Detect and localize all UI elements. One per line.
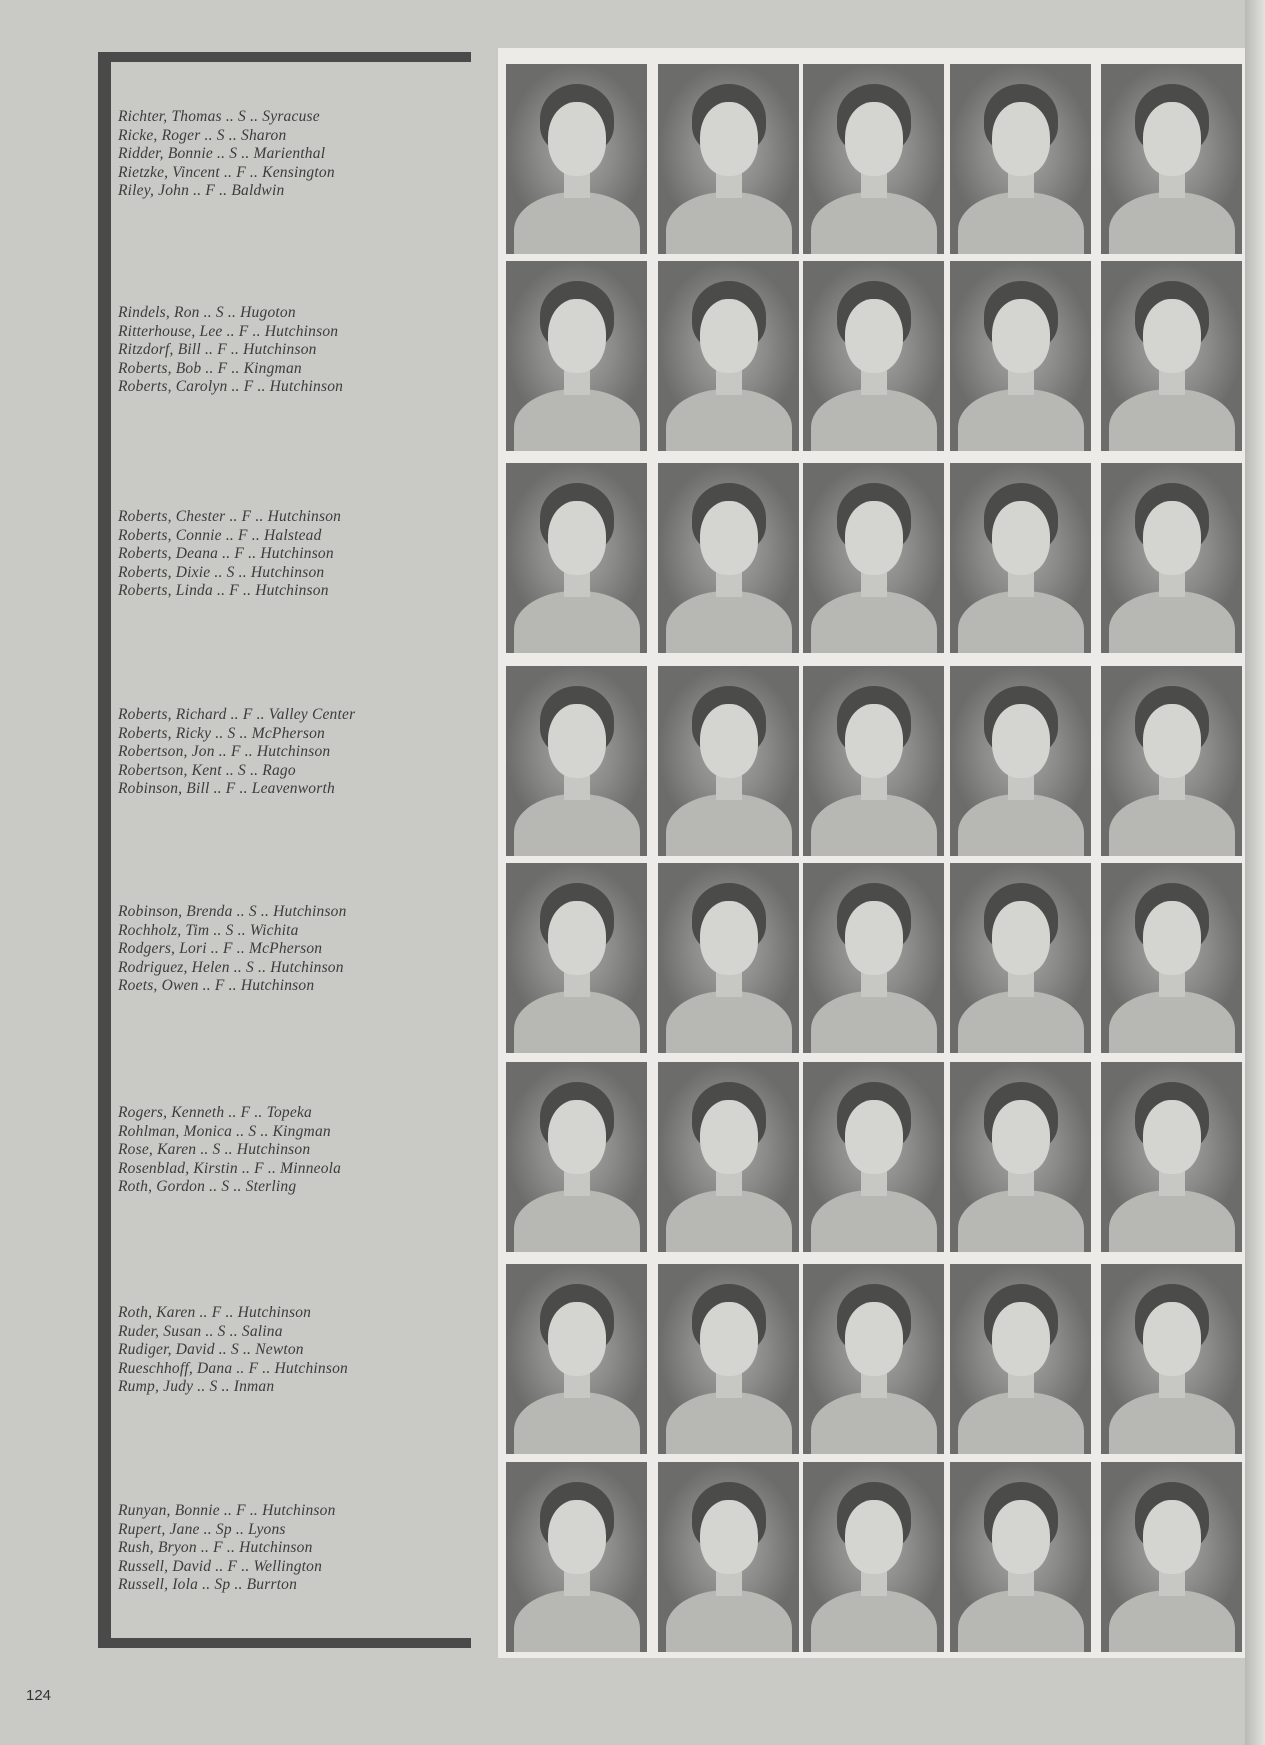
student-portrait: [803, 666, 944, 856]
portrait-face: [845, 704, 903, 778]
portrait-face: [845, 1100, 903, 1174]
portrait-shoulders: [1109, 794, 1235, 856]
student-portrait: [506, 261, 647, 451]
student-name-entry: Roberts, Bob .. F .. Kingman: [118, 359, 302, 377]
student-portrait: [803, 863, 944, 1053]
portrait-face: [700, 1500, 758, 1574]
name-group: [118, 1502, 458, 1595]
portrait-face: [548, 1100, 606, 1174]
student-name-entry: Roberts, Ricky .. S .. McPherson: [118, 724, 325, 742]
portrait-face: [1143, 501, 1201, 575]
name-panel-frame: [98, 52, 471, 1648]
name-group: [118, 1304, 458, 1397]
portrait-shoulders: [1109, 1590, 1235, 1652]
student-portrait: [506, 863, 647, 1053]
student-portrait: [1101, 261, 1242, 451]
student-name-entry: Rodriguez, Helen .. S .. Hutchinson: [118, 958, 344, 976]
portrait-face: [992, 1100, 1050, 1174]
portrait-shoulders: [1109, 1190, 1235, 1252]
portrait-shoulders: [514, 1590, 640, 1652]
student-name-entry: Rohlman, Monica .. S .. Kingman: [118, 1122, 331, 1140]
student-portrait: [1101, 1462, 1242, 1652]
portrait-shoulders: [811, 591, 937, 653]
student-name-entry: Rindels, Ron .. S .. Hugoton: [118, 304, 296, 321]
student-portrait: [658, 666, 799, 856]
portrait-shoulders: [958, 1590, 1084, 1652]
portrait-face: [845, 1302, 903, 1376]
portrait-face: [700, 501, 758, 575]
student-portrait: [506, 64, 647, 254]
student-name-entry: Ruder, Susan .. S .. Salina: [118, 1322, 283, 1340]
student-portrait: [1101, 1062, 1242, 1252]
student-name-entry: Rochholz, Tim .. S .. Wichita: [118, 921, 299, 939]
portrait-shoulders: [666, 1190, 792, 1252]
student-portrait: [658, 1264, 799, 1454]
portrait-shoulders: [666, 591, 792, 653]
portrait-shoulders: [811, 1392, 937, 1454]
portrait-face: [700, 102, 758, 176]
portrait-face: [548, 501, 606, 575]
student-portrait: [658, 64, 799, 254]
portrait-shoulders: [514, 192, 640, 254]
student-portrait: [803, 1264, 944, 1454]
portrait-shoulders: [958, 591, 1084, 653]
name-group: [118, 903, 458, 996]
portrait-shoulders: [666, 991, 792, 1053]
student-name-entry: Rosenblad, Kirstin .. F .. Minneola: [118, 1159, 342, 1177]
student-portrait: [1101, 64, 1242, 254]
portrait-face: [845, 901, 903, 975]
student-portrait: [950, 1062, 1091, 1252]
student-name-entry: Roberts, Connie .. F .. Halstead: [118, 526, 322, 544]
student-portrait: [506, 1264, 647, 1454]
student-portrait: [950, 666, 1091, 856]
portrait-shoulders: [514, 389, 640, 451]
student-portrait: [803, 463, 944, 653]
student-name-entry: Ritterhouse, Lee .. F .. Hutchinson: [118, 322, 339, 340]
portrait-face: [548, 1500, 606, 1574]
portrait-shoulders: [811, 1590, 937, 1652]
portrait-face: [548, 102, 606, 176]
portrait-face: [700, 1302, 758, 1376]
portrait-shoulders: [958, 1392, 1084, 1454]
portrait-shoulders: [514, 1190, 640, 1252]
portrait-face: [992, 1302, 1050, 1376]
student-portrait: [506, 1062, 647, 1252]
portrait-shoulders: [666, 192, 792, 254]
student-name-entry: Ricke, Roger .. S .. Sharon: [118, 126, 287, 144]
student-portrait: [1101, 463, 1242, 653]
portrait-face: [992, 1500, 1050, 1574]
portrait-face: [845, 102, 903, 176]
student-name-entry: Rueschhoff, Dana .. F .. Hutchinson: [118, 1359, 349, 1377]
portrait-shoulders: [1109, 991, 1235, 1053]
portrait-face: [700, 1100, 758, 1174]
student-portrait: [1101, 863, 1242, 1053]
student-name-entry: Rupert, Jane .. Sp .. Lyons: [118, 1520, 286, 1538]
portrait-shoulders: [514, 794, 640, 856]
portrait-face: [1143, 1302, 1201, 1376]
student-name-entry: Robinson, Bill .. F .. Leavenworth: [118, 780, 335, 798]
student-name-entry: Roberts, Carolyn .. F .. Hutchinson: [118, 378, 344, 396]
portrait-face: [1143, 901, 1201, 975]
student-name-entry: Roberts, Dixie .. S .. Hutchinson: [118, 563, 325, 581]
student-name-entry: Roberts, Linda .. F .. Hutchinson: [118, 582, 329, 600]
student-name-entry: Roets, Owen .. F .. Hutchinson: [118, 977, 315, 995]
name-group: [118, 304, 458, 397]
portrait-face: [1143, 299, 1201, 373]
student-name-entry: Rogers, Kenneth .. F .. Topeka: [118, 1104, 312, 1121]
portrait-shoulders: [666, 1392, 792, 1454]
student-name-entry: Richter, Thomas .. S .. Syracuse: [118, 108, 320, 125]
portrait-shoulders: [811, 389, 937, 451]
portrait-face: [992, 299, 1050, 373]
portrait-face: [992, 704, 1050, 778]
student-name-entry: Riley, John .. F .. Baldwin: [118, 182, 285, 200]
student-name-entry: Rush, Bryon .. F .. Hutchinson: [118, 1539, 313, 1557]
name-group: [118, 1104, 458, 1197]
portrait-shoulders: [811, 794, 937, 856]
student-name-entry: Russell, Iola .. Sp .. Burrton: [118, 1576, 298, 1594]
portrait-face: [992, 102, 1050, 176]
student-portrait: [658, 463, 799, 653]
student-name-entry: Ritzdorf, Bill .. F .. Hutchinson: [118, 341, 317, 359]
portrait-shoulders: [958, 1190, 1084, 1252]
student-portrait: [658, 863, 799, 1053]
page-number: 124: [26, 1687, 52, 1704]
student-name-entry: Roth, Gordon .. S .. Sterling: [118, 1178, 297, 1196]
student-portrait: [803, 261, 944, 451]
student-portrait: [950, 863, 1091, 1053]
portrait-shoulders: [811, 192, 937, 254]
student-name-entry: Roth, Karen .. F .. Hutchinson: [118, 1304, 312, 1321]
student-portrait: [950, 261, 1091, 451]
portrait-shoulders: [666, 389, 792, 451]
portrait-shoulders: [666, 794, 792, 856]
student-portrait: [506, 463, 647, 653]
portrait-shoulders: [1109, 1392, 1235, 1454]
portrait-face: [700, 704, 758, 778]
portrait-shoulders: [1109, 389, 1235, 451]
student-name-entry: Rose, Karen .. S .. Hutchinson: [118, 1141, 311, 1159]
portrait-face: [700, 299, 758, 373]
portrait-face: [1143, 704, 1201, 778]
student-portrait: [950, 1462, 1091, 1652]
portrait-face: [1143, 1100, 1201, 1174]
portrait-face: [845, 299, 903, 373]
portrait-shoulders: [958, 389, 1084, 451]
student-name-entry: Rietzke, Vincent .. F .. Kensington: [118, 163, 335, 181]
portrait-shoulders: [1109, 192, 1235, 254]
student-portrait: [803, 1062, 944, 1252]
student-name-entry: Robinson, Brenda .. S .. Hutchinson: [118, 903, 347, 920]
name-group: [118, 508, 458, 601]
portrait-shoulders: [811, 1190, 937, 1252]
name-group: [118, 706, 458, 799]
portrait-shoulders: [1109, 591, 1235, 653]
student-name-entry: Roberts, Deana .. F .. Hutchinson: [118, 545, 334, 563]
name-group: [118, 108, 458, 201]
portrait-face: [548, 704, 606, 778]
student-portrait: [1101, 666, 1242, 856]
portrait-shoulders: [514, 991, 640, 1053]
student-portrait: [1101, 1264, 1242, 1454]
student-name-entry: Robertson, Kent .. S .. Rago: [118, 761, 296, 779]
student-portrait: [950, 1264, 1091, 1454]
student-name-entry: Rump, Judy .. S .. Inman: [118, 1378, 275, 1396]
portrait-face: [992, 501, 1050, 575]
portrait-shoulders: [666, 1590, 792, 1652]
student-name-entry: Russell, David .. F .. Wellington: [118, 1557, 323, 1575]
portrait-face: [992, 901, 1050, 975]
portrait-face: [845, 501, 903, 575]
student-portrait: [506, 1462, 647, 1652]
student-portrait: [658, 1462, 799, 1652]
page-edge: [1245, 0, 1265, 1745]
student-portrait: [950, 64, 1091, 254]
student-name-entry: Runyan, Bonnie .. F .. Hutchinson: [118, 1502, 336, 1519]
portrait-face: [845, 1500, 903, 1574]
portrait-shoulders: [811, 991, 937, 1053]
portrait-face: [548, 299, 606, 373]
student-portrait: [950, 463, 1091, 653]
student-portrait: [803, 1462, 944, 1652]
student-name-entry: Roberts, Chester .. F .. Hutchinson: [118, 508, 342, 525]
student-portrait: [658, 1062, 799, 1252]
student-portrait: [803, 64, 944, 254]
portrait-face: [700, 901, 758, 975]
portrait-shoulders: [958, 991, 1084, 1053]
portrait-shoulders: [958, 794, 1084, 856]
student-name-entry: Roberts, Richard .. F .. Valley Center: [118, 706, 356, 723]
student-portrait: [506, 666, 647, 856]
portrait-shoulders: [958, 192, 1084, 254]
portrait-face: [1143, 1500, 1201, 1574]
portrait-shoulders: [514, 591, 640, 653]
portrait-face: [548, 1302, 606, 1376]
portrait-grid: [498, 48, 1245, 1658]
student-name-entry: Robertson, Jon .. F .. Hutchinson: [118, 743, 331, 761]
portrait-shoulders: [514, 1392, 640, 1454]
student-name-entry: Rudiger, David .. S .. Newton: [118, 1341, 304, 1359]
portrait-face: [548, 901, 606, 975]
student-name-entry: Ridder, Bonnie .. S .. Marienthal: [118, 145, 326, 163]
student-name-entry: Rodgers, Lori .. F .. McPherson: [118, 940, 323, 958]
portrait-face: [1143, 102, 1201, 176]
student-portrait: [658, 261, 799, 451]
